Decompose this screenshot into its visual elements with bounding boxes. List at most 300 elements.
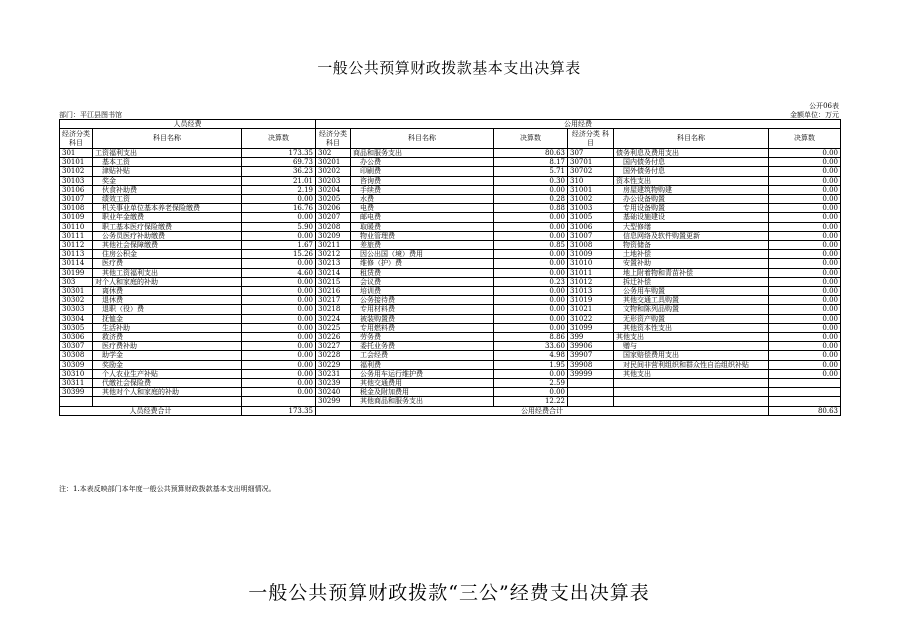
amount-cell: 0.00 (769, 277, 841, 286)
code-cell: 30110 (60, 222, 93, 231)
amount-cell: 2.59 (494, 379, 568, 388)
code-cell: 31011 (568, 268, 614, 277)
amount-cell: 1.95 (494, 360, 568, 369)
code-header: 经济分类 科目 (316, 129, 351, 149)
amount-cell: 0.00 (242, 323, 316, 332)
personnel-total-label: 人员经费合计 (60, 406, 242, 415)
name-cell: 办公设备购置 (614, 195, 769, 204)
amount-cell: 0.00 (242, 277, 316, 286)
table-row (60, 314, 841, 323)
code-cell: 30308 (60, 351, 93, 360)
code-cell: 30212 (316, 250, 351, 259)
amount-cell: 0.00 (242, 259, 316, 268)
name-cell: 奖励金 (93, 360, 242, 369)
name-cell: 公务用车购置 (614, 287, 769, 296)
name-cell: 工资福利支出 (93, 149, 242, 158)
name-cell: 绩效工资 (93, 195, 242, 204)
table-row (60, 333, 841, 342)
table-row (60, 195, 841, 204)
name-cell: 其他对个人和家庭的补助 (93, 388, 242, 397)
name-header: 科目名称 (351, 129, 494, 149)
amount-cell: 0.00 (494, 222, 568, 231)
amount-cell: 0.88 (494, 204, 568, 213)
amount-cell: 36.23 (242, 167, 316, 176)
code-cell: 30309 (60, 360, 93, 369)
code-cell: 30199 (60, 268, 93, 277)
code-cell: 30225 (316, 323, 351, 332)
code-cell: 30106 (60, 185, 93, 194)
amount-cell: 0.00 (769, 323, 841, 332)
name-cell: 公务员医疗补助缴费 (93, 231, 242, 240)
table-row (60, 204, 841, 213)
code-cell: 30239 (316, 379, 351, 388)
code-cell: 30103 (60, 176, 93, 185)
code-cell: 39999 (568, 369, 614, 378)
code-cell: 30217 (316, 296, 351, 305)
name-cell: 物资储备 (614, 241, 769, 250)
code-cell: 30216 (316, 287, 351, 296)
code-cell (60, 397, 93, 406)
code-cell: 30399 (60, 388, 93, 397)
name-cell: 水费 (351, 195, 494, 204)
code-cell: 30301 (60, 287, 93, 296)
table-row (60, 176, 841, 185)
name-cell: 专用设备购置 (614, 204, 769, 213)
code-cell: 30702 (568, 167, 614, 176)
name-cell: 基本工资 (93, 158, 242, 167)
amount-cell: 0.00 (769, 250, 841, 259)
footnote: 注：1.本表反映部门本年度一般公共预算财政拨款基本支出明细情况。 (59, 485, 276, 493)
code-cell: 30111 (60, 231, 93, 240)
code-cell: 31002 (568, 195, 614, 204)
name-cell: 对个人和家庭的补助 (93, 277, 242, 286)
code-cell: 31008 (568, 241, 614, 250)
name-cell: 地上附着物和青苗补偿 (614, 268, 769, 277)
name-cell: 取暖费 (351, 222, 494, 231)
amount-cell: 0.00 (242, 287, 316, 296)
amount-cell: 0.00 (769, 231, 841, 240)
amount-cell: 80.63 (494, 149, 568, 158)
name-cell: 培训费 (351, 287, 494, 296)
amount-cell: 0.00 (494, 250, 568, 259)
code-cell: 30304 (60, 314, 93, 323)
name-cell: 其他资本性支出 (614, 323, 769, 332)
name-header: 科目名称 (93, 129, 242, 149)
name-cell: 安置补助 (614, 259, 769, 268)
next-table-title: 一般公共预算财政拨款“三公”经费支出决算表 (248, 582, 650, 604)
table-row (60, 231, 841, 240)
header-group-row (60, 120, 841, 129)
amount-cell: 0.00 (769, 222, 841, 231)
name-cell: 土地补偿 (614, 250, 769, 259)
name-cell: 咨询费 (351, 176, 494, 185)
code-cell: 30112 (60, 241, 93, 250)
name-cell: 债务利息及费用支出 (614, 149, 769, 158)
table-row (60, 222, 841, 231)
table-row (60, 323, 841, 332)
table-row (60, 241, 841, 250)
name-cell: 邮电费 (351, 213, 494, 222)
name-cell: 职业年金缴费 (93, 213, 242, 222)
code-cell: 30299 (316, 397, 351, 406)
table-row (60, 379, 841, 388)
amount-cell: 0.00 (242, 314, 316, 323)
table-row (60, 287, 841, 296)
name-cell: 房屋建筑物购建 (614, 185, 769, 194)
name-cell: 差旅费 (351, 241, 494, 250)
code-cell: 30208 (316, 222, 351, 231)
name-cell: 其他工资福利支出 (93, 268, 242, 277)
name-cell: 国外债务付息 (614, 167, 769, 176)
amount-cell: 33.60 (494, 342, 568, 351)
name-cell: 文物和陈列品购置 (614, 305, 769, 314)
code-cell: 307 (568, 149, 614, 158)
public-header: 公用经费 (316, 120, 841, 129)
name-cell: 国家赔偿费用支出 (614, 351, 769, 360)
amount-cell: 0.00 (242, 379, 316, 388)
amount-cell: 0.28 (494, 195, 568, 204)
amount-cell (769, 388, 841, 397)
name-cell: 大型修缮 (614, 222, 769, 231)
table-row (60, 149, 841, 158)
name-cell: 租赁费 (351, 268, 494, 277)
amount-cell: 5.90 (242, 222, 316, 231)
name-cell: 救济费 (93, 333, 242, 342)
amount-cell: 0.00 (242, 213, 316, 222)
name-cell: 电费 (351, 204, 494, 213)
table-row (60, 259, 841, 268)
code-cell: 30204 (316, 185, 351, 194)
amount-header: 决算数 (242, 129, 316, 149)
name-cell: 机关事业单位基本养老保险缴费 (93, 204, 242, 213)
name-cell: 印刷费 (351, 167, 494, 176)
amount-cell: 12.22 (494, 397, 568, 406)
amount-cell: 0.30 (494, 176, 568, 185)
amount-cell: 0.00 (494, 213, 568, 222)
table-row (60, 277, 841, 286)
personnel-total-value: 173.35 (242, 406, 316, 415)
code-cell: 30109 (60, 213, 93, 222)
table-row (60, 268, 841, 277)
code-cell: 30215 (316, 277, 351, 286)
name-cell: 物业管理费 (351, 231, 494, 240)
code-cell: 31007 (568, 231, 614, 240)
name-cell: 会议费 (351, 277, 494, 286)
code-cell: 31001 (568, 185, 614, 194)
code-cell: 30202 (316, 167, 351, 176)
name-cell: 福利费 (351, 360, 494, 369)
amount-cell: 0.00 (242, 342, 316, 351)
name-cell: 因公出国（境）费用 (351, 250, 494, 259)
amount-cell: 0.00 (242, 296, 316, 305)
table-row (60, 213, 841, 222)
amount-cell: 0.00 (769, 305, 841, 314)
amount-cell: 0.00 (242, 231, 316, 240)
name-cell: 对民间非营利组织和群众性自治组织补贴 (614, 360, 769, 369)
name-cell: 医疗费 (93, 259, 242, 268)
amount-cell (769, 379, 841, 388)
code-cell: 39907 (568, 351, 614, 360)
name-cell: 生活补助 (93, 323, 242, 332)
name-cell: 抚恤金 (93, 314, 242, 323)
name-cell: 公务接待费 (351, 296, 494, 305)
code-cell: 31010 (568, 259, 614, 268)
code-cell: 39908 (568, 360, 614, 369)
code-cell: 30227 (316, 342, 351, 351)
code-cell: 30108 (60, 204, 93, 213)
amount-cell: 0.00 (769, 241, 841, 250)
amount-cell: 0.00 (769, 314, 841, 323)
name-cell: 代缴社会保险费 (93, 379, 242, 388)
amount-cell: 0.00 (494, 185, 568, 194)
name-cell: 公务用车运行维护费 (351, 369, 494, 378)
code-header: 经济分类 科目 (568, 129, 614, 149)
amount-cell: 0.00 (494, 314, 568, 323)
code-cell: 31006 (568, 222, 614, 231)
name-cell: 赠与 (614, 342, 769, 351)
name-cell: 助学金 (93, 351, 242, 360)
name-cell (614, 388, 769, 397)
amount-cell: 0.00 (494, 231, 568, 240)
table-row (60, 351, 841, 360)
budget-table (59, 119, 841, 416)
amount-cell: 15.26 (242, 250, 316, 259)
code-cell: 30311 (60, 379, 93, 388)
amount-cell: 0.00 (242, 305, 316, 314)
amount-cell: 0.00 (494, 388, 568, 397)
amount-cell: 0.00 (769, 360, 841, 369)
code-cell: 30307 (60, 342, 93, 351)
name-cell: 奖金 (93, 176, 242, 185)
amount-cell: 0.00 (769, 158, 841, 167)
code-cell: 31022 (568, 314, 614, 323)
code-cell (568, 388, 614, 397)
code-cell: 31019 (568, 296, 614, 305)
amount-cell: 0.00 (242, 195, 316, 204)
code-cell: 310 (568, 176, 614, 185)
amount-cell: 0.00 (769, 287, 841, 296)
amount-cell: 0.00 (769, 342, 841, 351)
amount-cell: 0.85 (494, 241, 568, 250)
code-cell: 30701 (568, 158, 614, 167)
amount-cell: 4.98 (494, 351, 568, 360)
amount-cell: 0.00 (769, 296, 841, 305)
name-cell: 商品和服务支出 (351, 149, 494, 158)
code-cell: 30226 (316, 333, 351, 342)
code-cell: 30240 (316, 388, 351, 397)
code-cell: 31009 (568, 250, 614, 259)
table-row (60, 342, 841, 351)
code-cell: 30203 (316, 176, 351, 185)
code-cell: 30231 (316, 369, 351, 378)
table-row (60, 369, 841, 378)
amount-cell: 0.00 (494, 369, 568, 378)
page-title: 一般公共预算财政拨款基本支出决算表 (317, 59, 581, 77)
code-cell: 30205 (316, 195, 351, 204)
name-cell: 维修（护）费 (351, 259, 494, 268)
code-cell: 30101 (60, 158, 93, 167)
name-cell: 津贴补贴 (93, 167, 242, 176)
code-cell (568, 397, 614, 406)
table-number: 公开06表 (809, 102, 839, 110)
amount-cell: 0.00 (769, 213, 841, 222)
amount-cell: 16.76 (242, 204, 316, 213)
code-cell: 30102 (60, 167, 93, 176)
table-row (60, 305, 841, 314)
code-cell: 30206 (316, 204, 351, 213)
name-cell: 其他支出 (614, 369, 769, 378)
amount-cell: 0.00 (769, 351, 841, 360)
name-cell: 退休费 (93, 296, 242, 305)
name-cell: 劳务费 (351, 333, 494, 342)
amount-cell: 0.00 (494, 305, 568, 314)
amount-cell: 0.00 (242, 333, 316, 342)
public-total-value: 80.63 (769, 406, 841, 415)
name-cell: 基础设施建设 (614, 213, 769, 222)
code-cell: 31005 (568, 213, 614, 222)
name-cell: 其他社会保障缴费 (93, 241, 242, 250)
name-cell: 专用材料费 (351, 305, 494, 314)
code-cell: 30207 (316, 213, 351, 222)
code-cell: 30201 (316, 158, 351, 167)
amount-cell: 0.23 (494, 277, 568, 286)
name-cell: 信息网络及软件购置更新 (614, 231, 769, 240)
name-cell: 国内债务付息 (614, 158, 769, 167)
amount-cell: 2.19 (242, 185, 316, 194)
code-cell: 30224 (316, 314, 351, 323)
amount-cell: 0.00 (769, 149, 841, 158)
amount-cell: 0.00 (769, 185, 841, 194)
code-cell: 30113 (60, 250, 93, 259)
table-row (60, 388, 841, 397)
code-cell: 30209 (316, 231, 351, 240)
code-cell: 399 (568, 333, 614, 342)
amount-cell: 21.01 (242, 176, 316, 185)
code-cell: 30114 (60, 259, 93, 268)
code-cell: 30229 (316, 360, 351, 369)
code-cell: 30107 (60, 195, 93, 204)
code-cell: 31012 (568, 277, 614, 286)
department-label: 部门：平江县图书馆 (59, 111, 122, 119)
header-column-row (60, 129, 841, 149)
amount-cell: 0.00 (769, 195, 841, 204)
name-cell: 手续费 (351, 185, 494, 194)
name-cell: 其他支出 (614, 333, 769, 342)
name-cell: 职工基本医疗保险缴费 (93, 222, 242, 231)
code-cell: 30305 (60, 323, 93, 332)
code-cell: 31021 (568, 305, 614, 314)
totals-row (60, 406, 841, 415)
name-cell: 无形资产购置 (614, 314, 769, 323)
amount-cell: 0.00 (769, 259, 841, 268)
table-row (60, 250, 841, 259)
name-cell: 委托业务费 (351, 342, 494, 351)
amount-cell: 0.00 (769, 167, 841, 176)
personnel-header: 人员经费 (60, 120, 316, 129)
code-cell: 31003 (568, 204, 614, 213)
code-cell (568, 379, 614, 388)
name-cell: 其他商品和服务支出 (351, 397, 494, 406)
name-header: 科目名称 (614, 129, 769, 149)
table-row (60, 296, 841, 305)
name-cell: 被装购置费 (351, 314, 494, 323)
code-cell: 30218 (316, 305, 351, 314)
public-total-label: 公用经费合计 (316, 406, 769, 415)
amount-cell: 0.00 (242, 351, 316, 360)
amount-cell (769, 397, 841, 406)
name-cell: 离休费 (93, 287, 242, 296)
code-cell: 303 (60, 277, 93, 286)
name-cell: 专用燃料费 (351, 323, 494, 332)
name-cell (93, 397, 242, 406)
name-cell: 工会经费 (351, 351, 494, 360)
code-cell: 39906 (568, 342, 614, 351)
name-cell: 其他交通工具购置 (614, 296, 769, 305)
amount-cell: 69.73 (242, 158, 316, 167)
code-cell: 30214 (316, 268, 351, 277)
name-cell: 个人农业生产补贴 (93, 369, 242, 378)
name-cell: 退职（役）费 (93, 305, 242, 314)
code-cell: 31013 (568, 287, 614, 296)
amount-cell: 0.00 (242, 360, 316, 369)
amount-cell: 1.67 (242, 241, 316, 250)
amount-cell: 0.00 (494, 323, 568, 332)
amount-header: 决算数 (494, 129, 568, 149)
amount-cell: 173.35 (242, 149, 316, 158)
code-cell: 30228 (316, 351, 351, 360)
code-header: 经济分类 科目 (60, 129, 93, 149)
amount-cell (242, 397, 316, 406)
name-cell (614, 397, 769, 406)
amount-cell: 0.00 (242, 388, 316, 397)
code-cell: 30310 (60, 369, 93, 378)
name-cell: 住房公积金 (93, 250, 242, 259)
amount-cell: 0.00 (769, 176, 841, 185)
name-cell: 医疗费补助 (93, 342, 242, 351)
name-cell: 伙食补助费 (93, 185, 242, 194)
amount-cell: 0.00 (769, 369, 841, 378)
amount-cell: 0.00 (494, 259, 568, 268)
table-row (60, 167, 841, 176)
code-cell: 301 (60, 149, 93, 158)
name-cell: 拆迁补偿 (614, 277, 769, 286)
amount-unit: 金额单位：万元 (790, 111, 839, 119)
table-row (60, 360, 841, 369)
amount-header: 决算数 (769, 129, 841, 149)
name-cell: 税金及附加费用 (351, 388, 494, 397)
code-cell: 31099 (568, 323, 614, 332)
amount-cell: 0.00 (242, 369, 316, 378)
amount-cell: 0.00 (769, 268, 841, 277)
name-cell: 办公费 (351, 158, 494, 167)
code-cell: 30211 (316, 241, 351, 250)
amount-cell: 8.17 (494, 158, 568, 167)
name-cell (614, 379, 769, 388)
amount-cell: 5.71 (494, 167, 568, 176)
code-cell: 302 (316, 149, 351, 158)
amount-cell: 4.60 (242, 268, 316, 277)
amount-cell: 0.00 (494, 287, 568, 296)
code-cell: 30213 (316, 259, 351, 268)
table-row (60, 158, 841, 167)
amount-cell: 0.00 (769, 204, 841, 213)
code-cell: 30303 (60, 305, 93, 314)
table-row (60, 397, 841, 406)
amount-cell: 0.00 (494, 268, 568, 277)
amount-cell: 0.00 (494, 296, 568, 305)
name-cell: 资本性支出 (614, 176, 769, 185)
code-cell: 30306 (60, 333, 93, 342)
